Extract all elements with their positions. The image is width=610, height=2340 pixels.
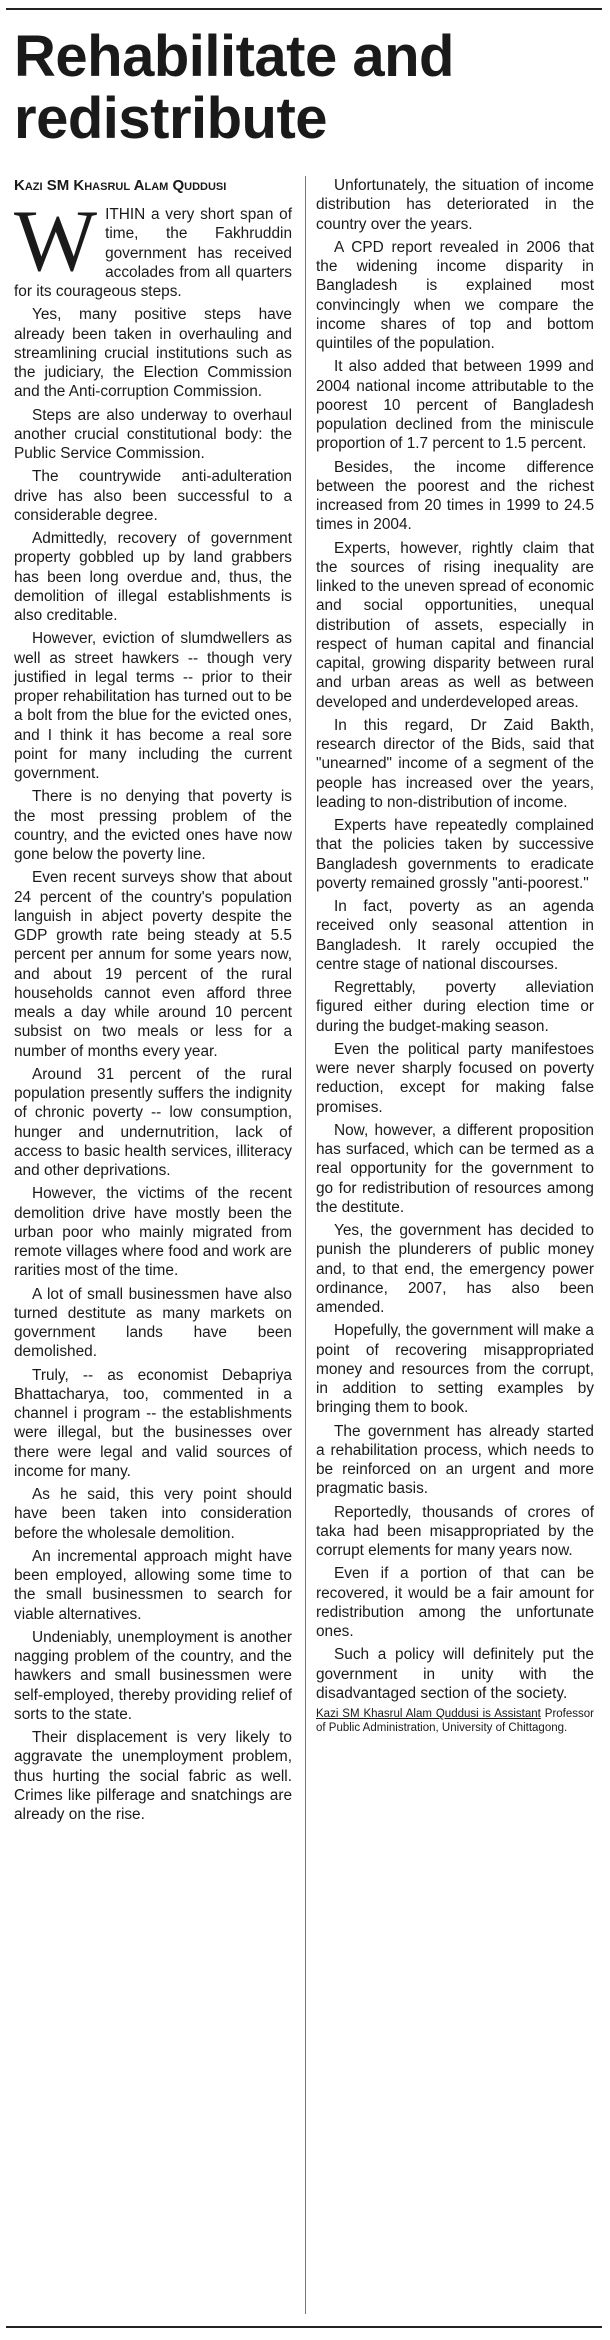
author-credit [316, 1707, 594, 1735]
article-paragraph: The government has already started a rehabilitation process, which needs to be reinforced on an urgent and more pragmatic basis. [316, 1422, 594, 1498]
author-credit-name: Kazi SM Khasrul Alam Quddusi is Assistant [316, 1708, 541, 1720]
article-paragraph: Undeniably, unemployment is another nagging problem of the country, and the hawkers and small businessmen were self-employed, thereby providing relief of sorts to the state. [14, 1628, 292, 1723]
article-paragraph: Unfortunately, the situation of income distribution has deteriorated in the country over the years. [316, 177, 594, 233]
article-paragraph: Besides, the income difference between the poorest and the richest increased from 20 times in 1999 to 24.5 times in 2004. [316, 458, 594, 534]
headline-line-2: redistribute [14, 86, 328, 151]
bottom-rule [6, 2326, 602, 2328]
lead-caps: ITHIN [105, 206, 146, 223]
article-paragraph: Even the political party manifestoes were never sharply focused on poverty reduction, except for making false promises. [316, 1040, 594, 1116]
headline [14, 26, 594, 150]
article-paragraph: Even recent surveys show that about 24 percent of the country's population languish in abject poverty despite the GDP growth rate being steady at 5.5 percent per annum for some years now, and about 19 percent of the rural households cannot even afford three meals a day while around 10 percent subsist on two meals or less for a number of months every year. [14, 869, 292, 1060]
article-paragraph: In fact, poverty as an agenda received only seasonal attention in Bangladesh. It rarely occupied the centre stage of national discourses. [316, 898, 594, 973]
article-paragraph: Regrettably, poverty alleviation figured either during election time or during the budget-making season. [316, 979, 594, 1035]
article-paragraph: A CPD report revealed in 2006 that the widening income disparity in Bangladesh is explained most convincingly when we compare the income shares of top and bottom quintiles of the population. [316, 238, 594, 352]
article-paragraph: Now, however, a different proposition has surfaced, which can be termed as a real opportunity for the government to go for redistribution of resources among the destitute. [316, 1121, 594, 1216]
article-paragraph: Hopefully, the government will make a point of recovering misappropriated money and resources from the corrupt, in addition to setting examples by bringing them to book. [316, 1322, 594, 1417]
headline-line-1: Rehabilitate and [14, 24, 454, 89]
drop-cap: W [14, 193, 98, 290]
top-rule [6, 8, 602, 10]
article-paragraph: Even if a portion of that can be recovered, it would be a fair amount for redistribution among the unfortunate ones. [316, 1565, 594, 1640]
article-paragraph: Such a policy will definitely put the government in unity with the disadvantaged section of the society. [316, 1646, 594, 1702]
article-paragraph: Truly, -- as economist Debapriya Bhattacharya, too, commented in a channel i program -- the establishments were illegal, but the businesses over there were legal and valid sources of income for many. [14, 1366, 292, 1480]
article-paragraph: The countrywide anti-adulteration drive has also been successful to a considerable degree. [14, 468, 292, 524]
article-paragraph: It also added that between 1999 and 2004 national income attributable to the poorest 10 percent of Bangladesh population declined from the miniscule proportion of 1.7 percent to 1.5 percent. [316, 358, 594, 453]
article-paragraph: A lot of small businessmen have also turned destitute as many markets on government lands have been demolished. [14, 1285, 292, 1361]
article-paragraph: Reportedly, thousands of crores of taka had been misappropriated by the corrupt elements for many years now. [316, 1503, 594, 1559]
article-paragraph: Yes, the government has decided to punish the plunderers of public money and, to that end, the emergency power ordinance, 2007, has also been amended. [316, 1222, 594, 1316]
right-column-body [316, 176, 594, 1703]
left-column-body [14, 305, 292, 1824]
column-divider [305, 176, 306, 2314]
byline: Kazi SM Khasrul Alam Quddusi [14, 177, 227, 194]
article-paragraph: An incremental approach might have been employed, allowing some time to the small businessmen to search for viable alternatives. [14, 1547, 292, 1623]
lead-paragraph [14, 193, 292, 301]
author-credit-rest: Professor of Public Administration, University of Chittagong. [316, 1708, 594, 1734]
left-column [14, 176, 292, 1828]
article-paragraph: Yes, many positive steps have already been taken in overhauling and streamlining crucial institutions such as the judiciary, the Election Commission and the Anti-corruption Commission. [14, 306, 292, 401]
article-paragraph: Experts, however, rightly claim that the sources of rising inequality are linked to the uneven spread of economic and social opportunities, unequal distribution of assets, especially in respect of human capital and financial capital, growing disparity between rural and urban areas as well as between developed and underdeveloped areas. [316, 539, 594, 711]
article-paragraph: There is no denying that poverty is the most pressing problem of the country, and the evicted ones have now gone below the poverty line. [14, 788, 292, 863]
article-paragraph: As he said, this very point should have been taken into consideration before the wholesale demolition. [14, 1486, 292, 1542]
article-paragraph: Their displacement is very likely to aggravate the unemployment problem, thus hurting the social fabric as well. Crimes like pilferage and snatchings are already on the rise. [14, 1729, 292, 1823]
article-paragraph: Around 31 percent of the rural population presently suffers the indignity of chronic poverty -- low consumption, hunger and undernutrition, lack of access to basic health services, illiteracy and other deprivations. [14, 1065, 292, 1179]
lead-text: a very short span of time, the Fakhruddin government has received accolades from all quarters for its courageous steps. [14, 206, 292, 300]
article-paragraph: However, the victims of the recent demolition drive have mostly been the urban poor who mainly migrated from remote villages where food and work are rarities most of the time. [14, 1185, 292, 1280]
right-column [316, 176, 594, 1739]
article-paragraph: In this regard, Dr Zaid Bakth, research director of the Bids, said that "unearned" income of a segment of the people has increased over the years, leading to non-distribution of income. [316, 716, 594, 811]
article-paragraph: However, eviction of slumdwellers as well as street hawkers -- though very justified in legal terms -- prior to their proper rehabilitation has turned out to be a bolt from the blue for the evicted ones, and I think it has become a real sore point for many including the current government. [14, 630, 292, 782]
article-paragraph: Steps are also underway to overhaul another crucial constitutional body: the Public Service Commission. [14, 406, 292, 462]
article-paragraph: Experts have repeatedly complained that the policies taken by successive Bangladesh governments to eradicate poverty remained grossly "anti-poorest." [316, 817, 594, 892]
article-paragraph: Admittedly, recovery of government property gobbled up by land grabbers has been long overdue and, thus, the demolition of illegal establishments is also creditable. [14, 530, 292, 624]
